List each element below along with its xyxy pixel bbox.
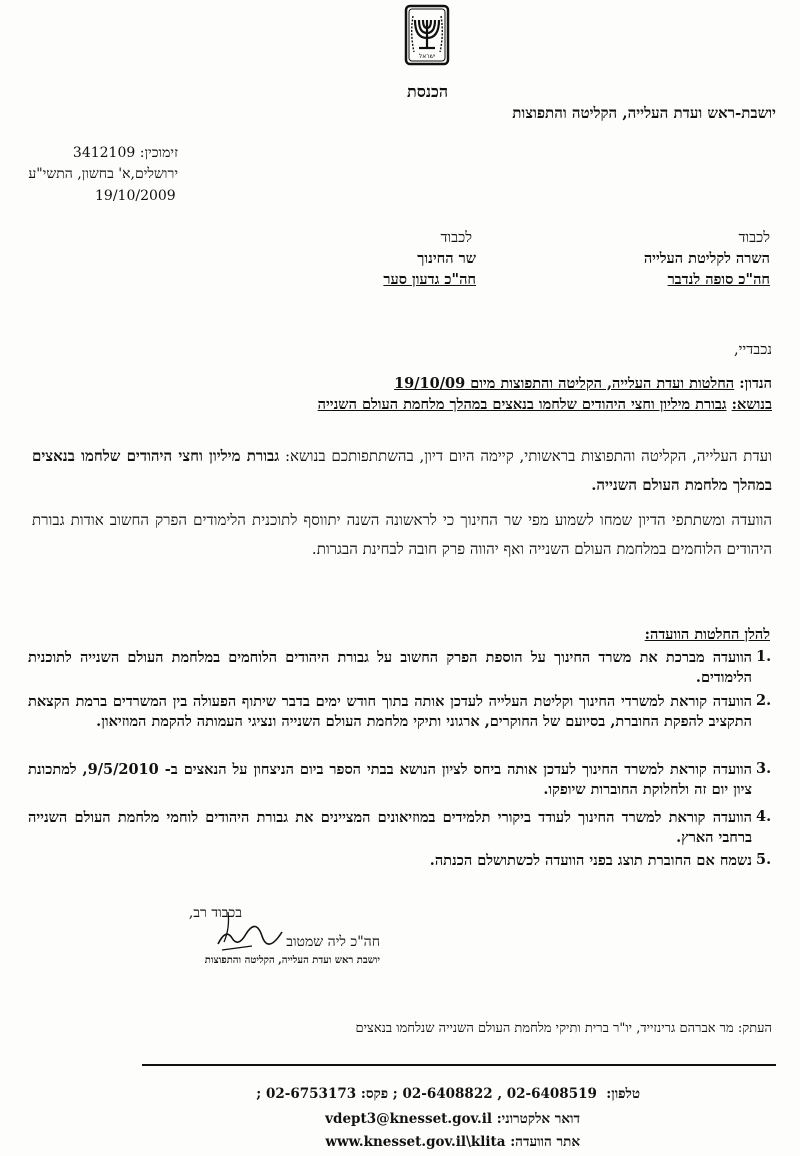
footer-email[interactable]: vdept3@knesset.gov.il	[325, 1111, 492, 1127]
footer-email-label: דואר אלקטרוני:	[496, 1111, 580, 1127]
recipient-left-title: שר החינוך	[417, 250, 476, 267]
resolutions-heading: להלן החלטות הוועדה:	[644, 626, 770, 643]
body-p1-text: ועדת העלייה, הקליטה והתפוצות בראשותי, קיימה היום דיון, בהשתתפותכם בנושא:	[285, 447, 772, 465]
subject-topic	[318, 396, 772, 414]
body-p1-bold: גבורת מיליון וחצי היהודים שלחמו בנאצים במהלך מלחמת העולם השנייה.	[32, 447, 772, 494]
hebrew-date: ירושלים,א' בחשון, התשי"ע	[28, 166, 178, 182]
subject-re	[394, 375, 772, 393]
footer-site-line	[325, 1134, 580, 1150]
resolution-4-text: הוועדה קוראת למשרד החינוך לעודד ביקורי תלמידים במוזיאונים המציינים את גבורת היהודים לוחמי מלחמת העולם השנייה ברחבי הארץ.	[28, 809, 752, 846]
resolution-1-number: 1.	[756, 648, 772, 665]
recipient-right-name: חה"כ סופה לנדבר	[667, 271, 770, 288]
recipient-right-title: השרה לקליטת העלייה	[643, 250, 770, 267]
footer-phones: 02-6408519 , 02-6408822 ;	[392, 1086, 597, 1102]
cc-text: מר אברהם גרינזייד, יו"ר ברית ותיקי מלחמת העולם השנייה שנלחמו בנאצים	[355, 1021, 734, 1036]
footer-phone-line	[256, 1086, 640, 1102]
menorah-emblem-icon	[404, 4, 450, 66]
subject-re-label: הנדון:	[739, 375, 772, 392]
emblem-label: ישראל	[418, 53, 436, 60]
footer-phone-label: טלפון:	[606, 1086, 640, 1102]
body-paragraph-2: הוועדה ומשתתפי הדיון שמחו לשמוע מפי שר החינוך כי לראשונה השנה יתווסף לתוכנית הלימודים הפרק החשוב אודות גבורת היהודים הלוחמים במלחמת העולם השנייה ואף יהווה פרק חובה לבחינת הבגרות.	[32, 511, 772, 558]
footer-site-label: אתר הוועדה:	[510, 1134, 580, 1150]
subject-topic-text: גבורת מיליון וחצי היהודים שלחמו בנאצים במהלך מלחמת העולם השנייה	[317, 396, 727, 413]
recipient-right-salutation: לכבוד	[738, 230, 770, 246]
resolution-3-text: הוועדה קוראת למשרד החינוך לעדכן אותה ביחס לציון הנושא בבתי הספר ביום הניצחון על הנאצים ב- 9/5/2010, למתכונת ציון יום זה ולחלוקת החוברות שיופקו.	[28, 761, 752, 798]
footer-fax: 02-6753173 ;	[256, 1086, 357, 1102]
resolution-3-number: 3.	[756, 760, 772, 777]
resolution-5-number: 5.	[756, 851, 772, 868]
cc-label: העתק:	[737, 1021, 772, 1036]
recipient-left-name: חה"כ גדעון סער	[383, 271, 476, 288]
footer-email-line	[325, 1111, 580, 1127]
greeting: נכבדיי,	[734, 342, 772, 358]
signature-closing: בכבוד רב,	[188, 905, 242, 921]
gregorian-date: 19/10/2009	[95, 188, 176, 204]
signature-name: חה"כ ליה שמטוב	[286, 934, 380, 950]
page-subtitle: יושבת-ראש ועדת העלייה, הקליטה והתפוצות	[512, 104, 776, 122]
body-paragraph-1	[32, 442, 772, 500]
subject-re-text: החלטות ועדת העלייה, הקליטה והתפוצות מיום 19/10/09	[394, 375, 735, 392]
resolution-2-text: הוועדה קוראת למשרדי החינוך וקליטת העלייה לעדכן אותה בתוך חודש ימים בדבר שיתוף הפעולה בין המשרדים ברמת הקצאת התקציב להפקת החוברת, בסיועם של החוקרים, ארגוני ותיקי מלחמת העולם השנייה ונציגי העמותה להקמת המוזיאון.	[28, 693, 752, 730]
resolution-4-number: 4.	[756, 808, 772, 825]
handwritten-signature-icon	[212, 898, 292, 960]
resolution-5-text: נשמח אם החוברת תוצג בפני הוועדה לכשתושלם הכנתה.	[429, 852, 752, 869]
resolution-1-text: הוועדה מברכת את משרד החינוך על הוספת הפרק החשוב על גבורת היהודים הלוחמים במלחמת העולם השנייה לתוכנית הלימודים.	[28, 649, 752, 686]
page-title: הכנסת	[406, 82, 449, 101]
doc-number: זימוכין: 3412109	[72, 145, 178, 161]
footer-divider	[142, 1064, 776, 1066]
subject-topic-label: בנושא:	[731, 396, 772, 413]
resolution-2-number: 2.	[756, 692, 772, 709]
recipient-left-salutation: לכבוד	[440, 230, 472, 246]
cc-line	[355, 1020, 772, 1036]
signature-role: יושבת ראש ועדת העלייה, הקליטה והתפוצות	[204, 955, 380, 966]
footer-site[interactable]: www.knesset.gov.il\klita	[325, 1134, 506, 1150]
footer-fax-label: פקס:	[360, 1086, 389, 1102]
